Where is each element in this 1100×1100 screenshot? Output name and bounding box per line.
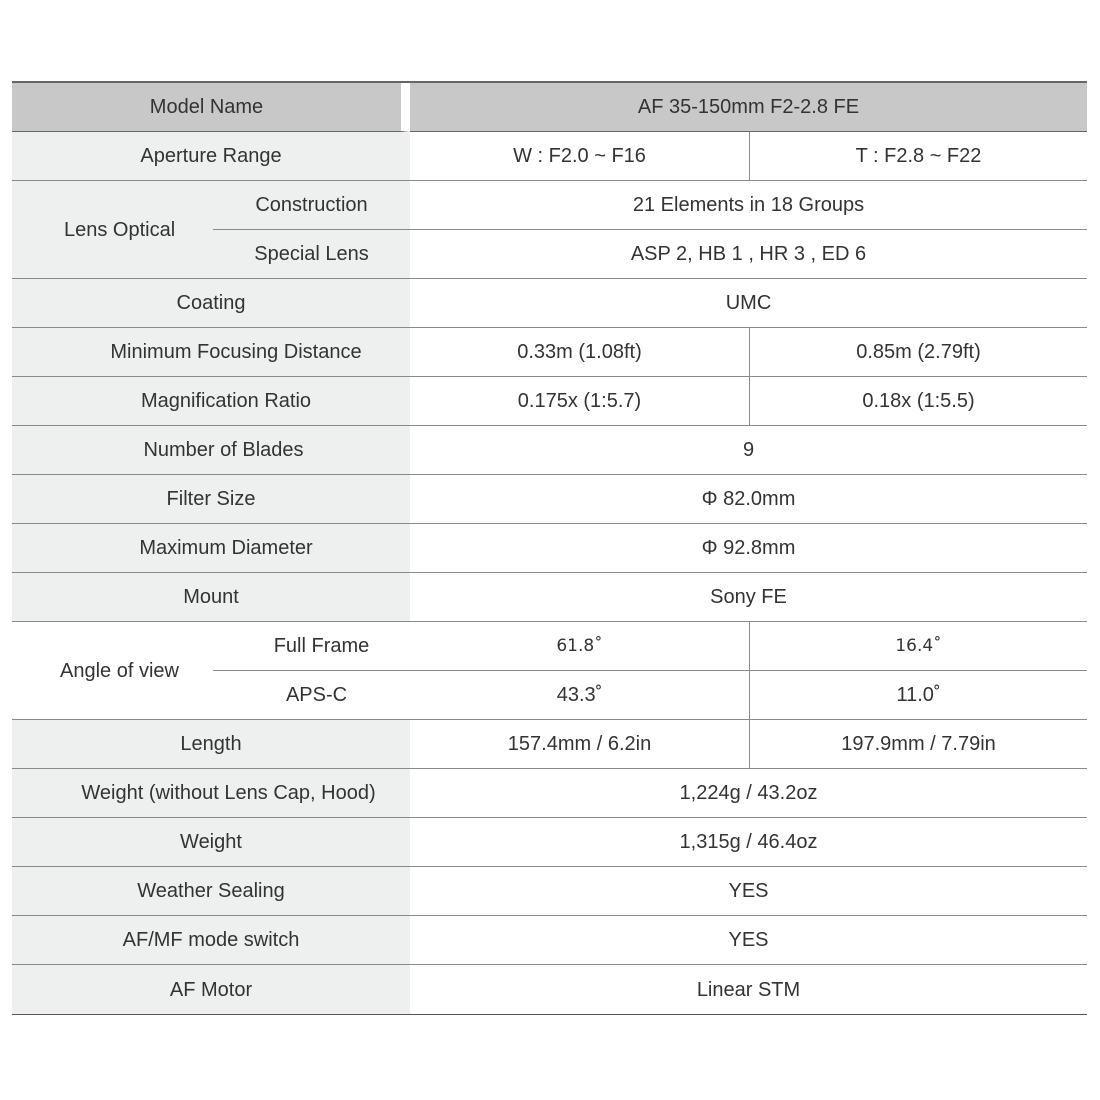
diameter-value: Φ 92.8mm [410,524,1087,573]
length-tele: 197.9mm / 7.79in [750,720,1087,769]
aperture-wide: W : F2.0 ~ F16 [410,132,750,181]
min-focus-wide: 0.33m (1.08ft) [410,328,750,377]
motor-value: Linear STM [410,965,1087,1014]
construction-label: Construction [213,181,410,230]
apsc-wide: 43.3˚ [410,671,750,720]
afmf-label: AF/MF mode switch [12,916,410,965]
apsc-tele: 11.0˚ [750,671,1087,720]
min-focus-label: Minimum Focusing Distance [12,328,410,377]
aperture-tele: T : F2.8 ~ F22 [750,132,1087,181]
afmf-value: YES [410,916,1087,965]
weather-label: Weather Sealing [12,867,410,916]
coating-label: Coating [12,279,410,328]
weight-no-cap-label: Weight (without Lens Cap, Hood) [12,769,410,818]
magnification-label: Magnification Ratio [12,377,410,426]
full-frame-wide: 61.8˚ [410,622,750,671]
blades-value: 9 [410,426,1087,475]
angle-of-view-label: Angle of view [12,622,213,720]
coating-value: UMC [410,279,1087,328]
special-lens-label: Special Lens [213,230,410,279]
weight-label: Weight [12,818,410,867]
blades-label: Number of Blades [12,426,410,475]
aperture-label: Aperture Range [12,132,410,181]
length-label: Length [12,720,410,769]
header-label: Model Name [12,83,410,132]
full-frame-tele: 16.4˚ [750,622,1087,671]
magnification-wide: 0.175x (1:5.7) [410,377,750,426]
magnification-tele: 0.18x (1:5.5) [750,377,1087,426]
filter-value: Φ 82.0mm [410,475,1087,524]
motor-label: AF Motor [12,965,410,1014]
spec-table [12,81,1087,1015]
min-focus-tele: 0.85m (2.79ft) [750,328,1087,377]
length-wide: 157.4mm / 6.2in [410,720,750,769]
construction-value: 21 Elements in 18 Groups [410,181,1087,230]
mount-label: Mount [12,573,410,622]
lens-optical-label: Lens Optical [12,181,213,279]
apsc-label: APS-C [213,671,410,720]
mount-value: Sony FE [410,573,1087,622]
weight-no-cap-value: 1,224g / 43.2oz [410,769,1087,818]
special-lens-value: ASP 2, HB 1 , HR 3 , ED 6 [410,230,1087,279]
weight-value: 1,315g / 46.4oz [410,818,1087,867]
diameter-label: Maximum Diameter [12,524,410,573]
full-frame-label: Full Frame [213,622,410,671]
filter-label: Filter Size [12,475,410,524]
weather-value: YES [410,867,1087,916]
header-model-name: AF 35-150mm F2-2.8 FE [410,83,1087,132]
